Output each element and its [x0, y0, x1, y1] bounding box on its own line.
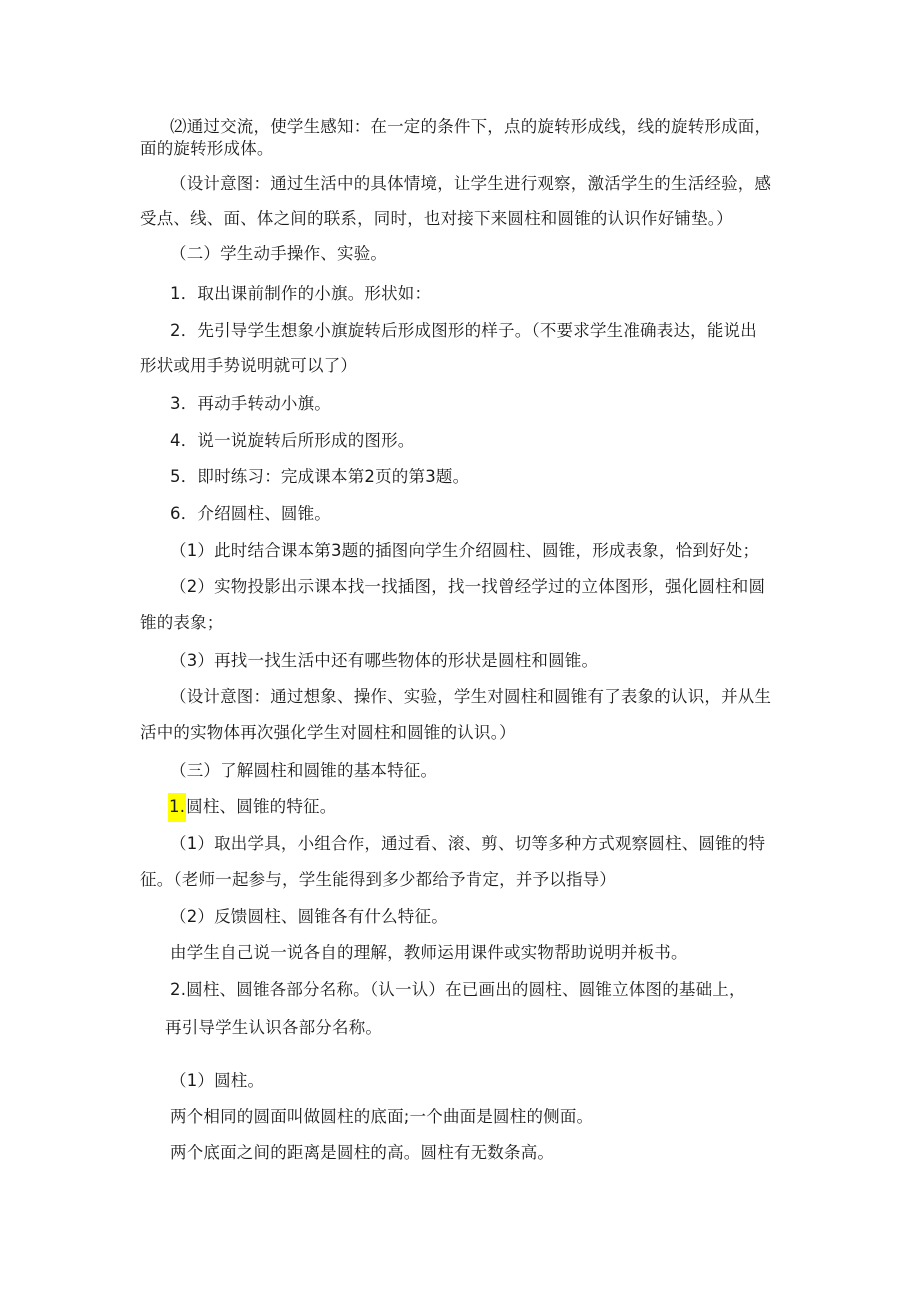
- text-line: 2.圆柱、圆锥各部分名称。（认一认）在已画出的圆柱、圆锥立体图的基础上，: [170, 980, 746, 999]
- text-line: （3）再找一找生活中还有哪些物体的形状是圆柱和圆锥。: [170, 651, 599, 670]
- text-line: 活中的实物体再次强化学生对圆柱和圆锥的认识。）: [140, 723, 516, 742]
- text-line: 两个底面之间的距离是圆柱的高。圆柱有无数条高。: [170, 1143, 555, 1162]
- text-line: 4．说一说旋转后所形成的图形。: [170, 431, 415, 450]
- text-line: 征。（老师一起参与，学生能得到多少都给予肯定，并予以指导）: [140, 870, 617, 889]
- text-line: 两个相同的圆面叫做圆柱的底面;一个曲面是圆柱的侧面。: [170, 1107, 594, 1126]
- text-line: （设计意图：通过想象、操作、实验，学生对圆柱和圆锥有了表象的认识，并从生: [170, 687, 772, 706]
- text-line: 面的旋转形成体。: [140, 139, 274, 158]
- text-line: （二）学生动手操作、实验。: [170, 244, 388, 263]
- text-line: （1）取出学具，小组合作，通过看、滚、剪、切等多种方式观察圆柱、圆锥的特: [170, 834, 766, 853]
- text-line: 由学生自己说一说各自的理解，教师运用课件或实物帮助说明并板书。: [170, 943, 688, 962]
- text-line: ⑵通过交流，使学生感知：在一定的条件下，点的旋转形成线，线的旋转形成面，: [170, 117, 772, 136]
- text-line: 形状或用手势说明就可以了）: [140, 356, 358, 375]
- text-line: 再引导学生认识各部分名称。: [165, 1018, 383, 1037]
- text-line: 1．取出课前制作的小旗。形状如：: [170, 284, 432, 303]
- text-line: （2）反馈圆柱、圆锥各有什么特征。: [170, 907, 448, 926]
- text-line: （设计意图：通过生活中的具体情境，让学生进行观察，激活学生的生活经验，感: [170, 174, 772, 193]
- text-line: 6．介绍圆柱、圆锥。: [170, 504, 331, 523]
- text-line: （1）圆柱。: [170, 1071, 265, 1090]
- text-line: [168, 796, 336, 818]
- text-span: 圆柱、圆锥的特征。: [186, 797, 337, 816]
- text-line: 2．先引导学生想象小旗旋转后形成图形的样子。（不要求学生准确表达，能说出: [170, 321, 757, 340]
- text-line: 3．再动手转动小旗。: [170, 394, 331, 413]
- text-line: （2）实物投影出示课本找一找插图，找一找曾经学过的立体图形，强化圆柱和圆: [170, 577, 766, 596]
- text-line: 5．即时练习：完成课本第2页的第3题。: [170, 467, 470, 486]
- text-line: （1）此时结合课本第3题的插图向学生介绍圆柱、圆锥，形成表象，恰到好处；: [170, 541, 760, 560]
- text-line: 受点、线、面、体之间的联系，同时，也对接下来圆柱和圆锥的认识作好铺垫。）: [140, 209, 733, 228]
- text-line: （三）了解圆柱和圆锥的基本特征。: [170, 761, 438, 780]
- highlighted-number: 1.: [168, 793, 186, 822]
- text-line: 锥的表象；: [140, 613, 224, 632]
